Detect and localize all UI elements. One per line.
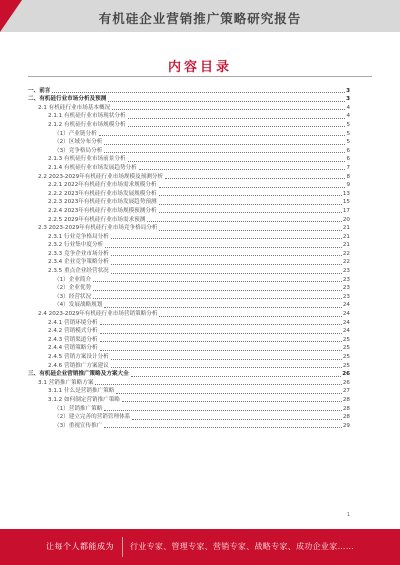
toc-leader-dots [93,297,342,299]
toc-entry[interactable] [28,112,350,121]
toc-entry[interactable] [28,181,350,190]
footer-tagline: 行业专家、管理专家、营销专家、战略专家、成功企业家…… [130,542,355,551]
toc-entry[interactable] [28,241,350,250]
toc-entry-page: 21 [342,233,350,240]
toc-entry[interactable] [28,344,350,353]
toc-leader-dots [100,340,342,342]
toc-leader-dots [52,91,345,93]
toc-entry-title: 2.4.2 营销模式分析 [48,328,98,335]
toc-entry[interactable] [28,120,350,129]
toc-leader-dots [128,160,346,162]
toc-entry-page: 6 [346,147,350,154]
toc-entry-title: 2.1.3 有机硅行业市场前景分析 [48,156,126,163]
toc-entry[interactable] [28,335,350,344]
toc-leader-dots [95,383,341,385]
toc-entry[interactable] [28,189,350,198]
page-number: 1 [346,512,350,518]
toc-entry-page: 3 [346,96,350,103]
toc-leader-dots [104,306,342,308]
toc-entry-title: 2.1.4 有机硅行业市场发展趋势分析 [48,164,137,171]
toc-leader-dots [100,332,342,334]
toc-entry-page: 4 [346,113,350,120]
toc-leader-dots [131,375,342,377]
toc-entry-title: 2.1.2 有机硅行业市场规模分析 [48,121,126,128]
toc-entry[interactable] [28,232,350,241]
toc-leader-dots [111,358,342,360]
toc-entry-page: 13 [342,190,350,197]
toc-entry-title: 2.1 有机硅行业市场基本概况 [38,104,111,111]
toc-entry-page: 28 [342,405,350,412]
toc-entry-title: 2.1.1 有机硅行业市场现状分析 [48,113,126,120]
toc-leader-dots [159,315,341,317]
toc-entry-title: 2.3 2023-2029年有机硅行业市场竞争格局分析 [38,225,158,232]
toc-entry[interactable] [28,413,350,422]
toc-entry-page: 21 [342,225,350,232]
toc-leader-dots [99,134,346,136]
toc-leader-dots [104,143,345,145]
toc-entry-title: 3.1.1 什么是营销推广策略 [48,388,115,395]
toc-entry-title: 2.4.5 营销方案设计分析 [48,354,109,360]
toc-entry-title: 2.4.6 营销推广方案建议 [48,362,109,369]
toc-entry-title: 2.3.2 行业集中度分析 [48,242,104,249]
toc-entry-page: 24 [342,319,350,326]
toc-entry-title: 2.4.1 营销环境分析 [48,319,98,326]
toc-heading: 内容目录 [167,60,232,75]
toc-entry-page: 24 [342,328,350,335]
toc-leader-dots [111,366,342,368]
toc-entry[interactable] [28,327,350,336]
toc-leader-dots [116,392,342,394]
toc-entry-page: 25 [342,345,350,352]
toc-leader-dots [147,220,342,222]
toc-entry-page: 25 [342,362,350,369]
toc-entry[interactable] [28,258,350,267]
toc-entry-page: 20 [342,216,350,223]
footer-bar [0,529,400,565]
toc-entry[interactable] [28,352,350,361]
toc-entry-title: （3）经营状况 [54,293,92,300]
toc-entry-page: 22 [342,259,350,266]
toc-entry-title: （2）企业优势 [54,285,92,292]
toc-entry-title: 2.3.1 行业竞争格局分析 [48,233,109,240]
toc-leader-dots [128,125,346,127]
footer-divider [122,537,123,557]
toc-entry-title: （2）建立完善的营销管理体系 [54,414,131,421]
toc-leader-dots [111,254,342,256]
toc-entry[interactable] [28,387,350,396]
toc-leader-dots [122,400,342,402]
toc-entry-page: 3 [346,87,350,94]
toc-leader-dots [104,426,342,428]
toc-entry-page: 5 [346,139,350,146]
toc-entry-title: 2.2.1 2022年有机硅行业市场需求规模分析 [48,182,157,189]
toc-leader-dots [111,263,342,265]
toc-leader-dots [159,203,342,205]
toc-entry[interactable] [28,86,350,95]
toc-entry-title: 三、有机硅企业营销推广策略及方案大全 [28,371,129,378]
toc-entry-title: （2）区域分布分析 [54,139,103,146]
toc-leader-dots [165,177,345,179]
toc-entry-page: 22 [342,250,350,257]
toc-leader-dots [132,418,342,420]
toc-leader-dots [108,100,345,102]
toc-entry-page: 25 [342,336,350,343]
toc-entry[interactable] [28,404,350,413]
toc-entry[interactable] [28,172,350,181]
toc-entry-title: 2.2 2023-2029年有机硅行业市场规模及预测分析 [38,173,164,180]
toc-entry[interactable] [28,370,350,379]
toc-entry-title: 3.1.2 如何制定营销推广策略 [48,396,120,403]
toc-entry-title: （4）发展战略规划 [54,302,103,309]
toc-entry-page: 5 [346,121,350,128]
toc-entry[interactable] [28,146,350,155]
toc-leader-dots [104,409,342,411]
header-bar [0,0,400,32]
toc-entry-title: （1）企业简介 [54,276,92,283]
toc-leader-dots [93,289,342,291]
toc-entry-page: 5 [346,130,350,137]
toc-entry[interactable] [28,215,350,224]
toc-entry-page: 23 [342,285,350,292]
toc-entry-title: （1）产业链分析 [54,130,97,137]
toc-entry[interactable] [28,138,350,147]
toc-entry-page: 26 [342,371,350,378]
toc-leader-dots [112,108,345,110]
toc-entry[interactable] [28,163,350,172]
toc-entry-title: 2.3.3 竞争企业市场分析 [48,250,109,257]
toc-entry-title: 2.2.4 2023年有机硅行业市场规模预测分析 [48,207,157,214]
toc-entry-title: 一、前言 [28,87,51,94]
toc-entry-page: 29 [342,422,350,429]
toc-entry-page: 8 [346,173,350,180]
toc-entry-title: （3）重视宣传推广 [54,422,103,429]
toc-leader-dots [93,280,342,282]
toc-entry[interactable] [28,198,350,207]
toc-entry[interactable] [28,421,350,430]
toc-entry[interactable] [28,318,350,327]
toc-entry-title: 2.2.5 2029年有机硅行业市场需求预测 [48,216,146,223]
toc-entry[interactable] [28,266,350,275]
toc-entry-title: （3）竞争格局分析 [54,147,103,154]
footer-slogan: 让每个人都能成为 [46,542,114,551]
toc-entry-page: 15 [342,199,350,206]
toc-entry-page: 9 [346,182,350,189]
toc-leader-dots [100,323,342,325]
toc-leader-dots [128,117,346,119]
toc-entry-page: 23 [342,276,350,283]
toc-leader-dots [139,168,346,170]
toc-entry[interactable] [28,378,350,387]
toc-entry-title: 2.3.5 重点企业经营状况 [48,268,109,275]
toc-leader-dots [111,272,342,274]
toc-entry-title: 2.3.4 企业竞争策略分析 [48,259,109,266]
toc-entry-page: 17 [342,207,350,214]
toc-entry-title: 二、有机硅行业市场分析及预测 [28,96,107,103]
toc-entry[interactable] [28,224,350,233]
toc-entry-page: 7 [346,164,350,171]
toc-entry-title: 2.2.2 2023年有机硅行业市场发展规模分析 [48,190,157,197]
toc-entry-page: 26 [342,379,350,386]
toc-entry[interactable] [28,206,350,215]
toc-divider [28,76,372,77]
toc-leader-dots [105,246,342,248]
document-title: 有机硅企业营销推广策略研究报告 [98,11,302,26]
toc-entry-title: 2.4.4 营销策略分析 [48,345,98,352]
toc-entry-page: 21 [342,242,350,249]
toc-entry[interactable] [28,103,350,112]
toc-leader-dots [111,237,342,239]
toc-entry[interactable] [28,292,350,301]
toc-entry-page: 27 [342,388,350,395]
toc-entry-title: 2.2.3 2023年有机硅行业市场发展趋势预测 [48,199,157,206]
toc-entry[interactable] [28,395,350,404]
toc-entry-page: 6 [346,156,350,163]
toc-leader-dots [159,186,346,188]
toc-entry[interactable] [28,129,350,138]
table-of-contents [28,86,350,430]
toc-entry[interactable] [28,301,350,310]
toc-leader-dots [159,229,341,231]
toc-entry-page: 23 [342,293,350,300]
toc-entry-title: 3.1 营销推广策略方案 [38,379,94,386]
toc-entry-page: 25 [342,354,350,360]
toc-entry[interactable] [28,275,350,284]
toc-entry-page: 24 [342,302,350,309]
toc-entry-title: （1）营销推广策略 [54,405,103,412]
toc-entry[interactable] [28,249,350,258]
toc-entry[interactable] [28,95,350,104]
toc-leader-dots [104,151,345,153]
toc-entry-page: 4 [346,104,350,111]
toc-entry[interactable] [28,361,350,370]
toc-entry-title: 2.4 2023-2029年有机硅行业市场营销策略分析 [38,311,158,318]
toc-entry[interactable] [28,284,350,293]
toc-leader-dots [159,211,342,213]
toc-entry[interactable] [28,155,350,164]
toc-entry-title: 2.4.3 营销渠道分析 [48,336,98,343]
toc-entry[interactable] [28,309,350,318]
toc-entry-page: 23 [342,268,350,275]
toc-entry-page: 28 [342,414,350,421]
toc-entry-page: 28 [342,396,350,403]
toc-leader-dots [100,349,342,351]
toc-leader-dots [159,194,342,196]
toc-entry-page: 24 [342,311,350,318]
